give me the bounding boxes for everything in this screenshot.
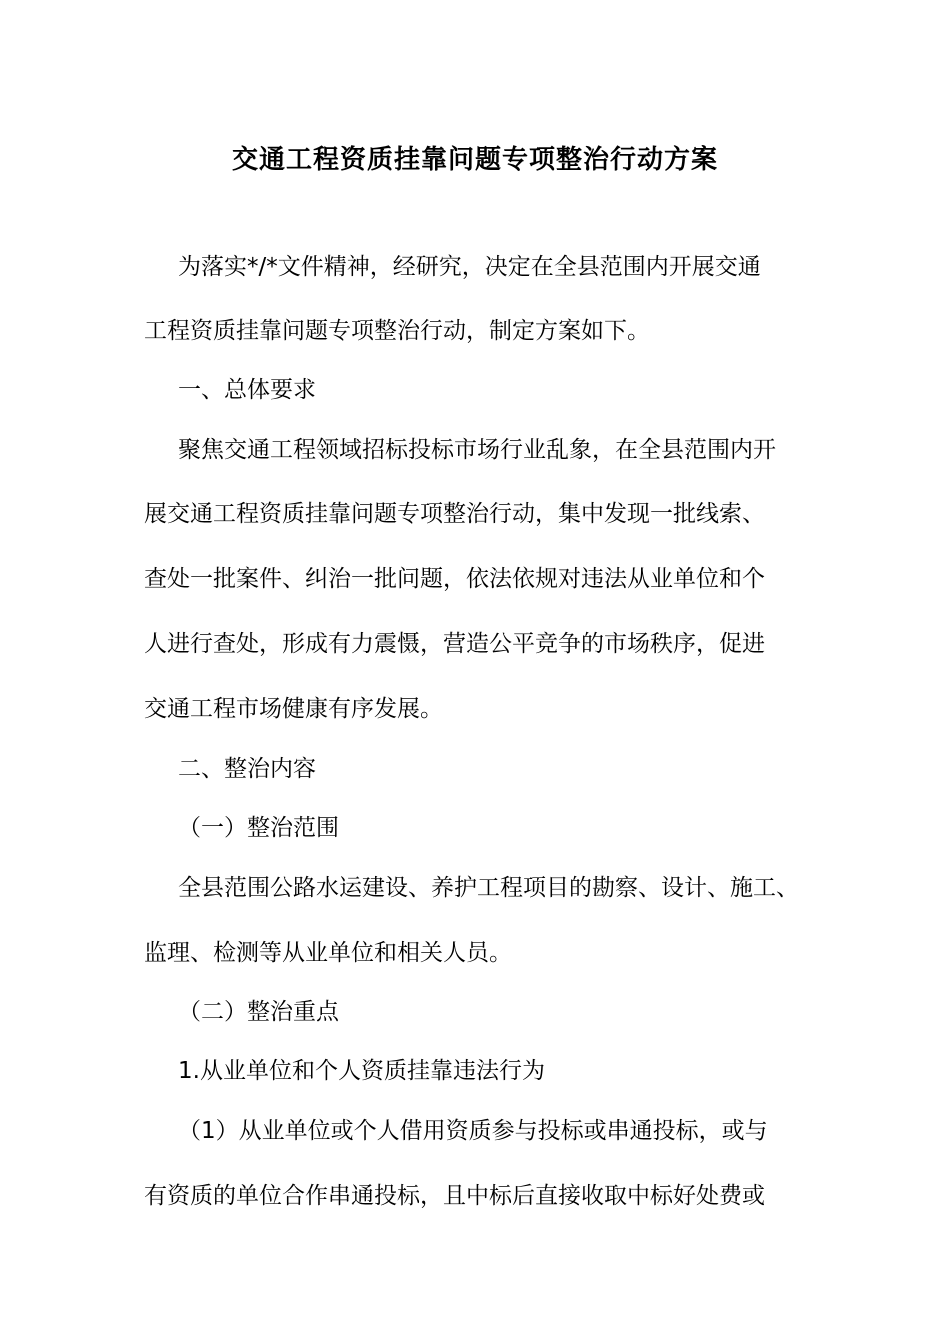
document-title: 交通工程资质挂靠问题专项整治行动方案 [231,145,718,175]
paragraph-item-1-line-2: 有资质的单位合作串通投标，且中标后直接收取中标好处费或 [144,1183,765,1209]
section-heading-general-requirements: 一、总体要求 [178,377,316,403]
paragraph-requirements-line-4: 人进行查处，形成有力震慑，营造公平竞争的市场秩序，促进 [144,631,765,657]
section-heading-content: 二、整治内容 [178,756,316,782]
paragraph-requirements-line-1: 聚焦交通工程领域招标投标市场行业乱象，在全县范围内开 [178,437,776,463]
paragraph-scope-line-2: 监理、检测等从业单位和相关人员。 [144,940,512,966]
paragraph-item-1-line-1: （1）从业单位或个人借用资质参与投标或串通投标，或与 [178,1118,768,1144]
paragraph-intro-line-1: 为落实*/*文件精神，经研究，决定在全县范围内开展交通 [178,254,761,280]
paragraph-requirements-line-5: 交通工程市场健康有序发展。 [144,696,443,722]
paragraph-requirements-line-3: 查处一批案件、纠治一批问题，依法依规对违法从业单位和个 [144,566,765,592]
paragraph-requirements-line-2: 展交通工程资质挂靠问题专项整治行动，集中发现一批线索、 [144,501,765,527]
paragraph-scope-line-1: 全县范围公路水运建设、养护工程项目的勘察、设计、施工、 [178,875,799,901]
item-heading-1: 1.从业单位和个人资质挂靠违法行为 [178,1058,545,1084]
subsection-heading-focus: （二）整治重点 [178,999,339,1025]
paragraph-intro-line-2: 工程资质挂靠问题专项整治行动，制定方案如下。 [144,318,650,344]
subsection-heading-scope: （一）整治范围 [178,815,339,841]
